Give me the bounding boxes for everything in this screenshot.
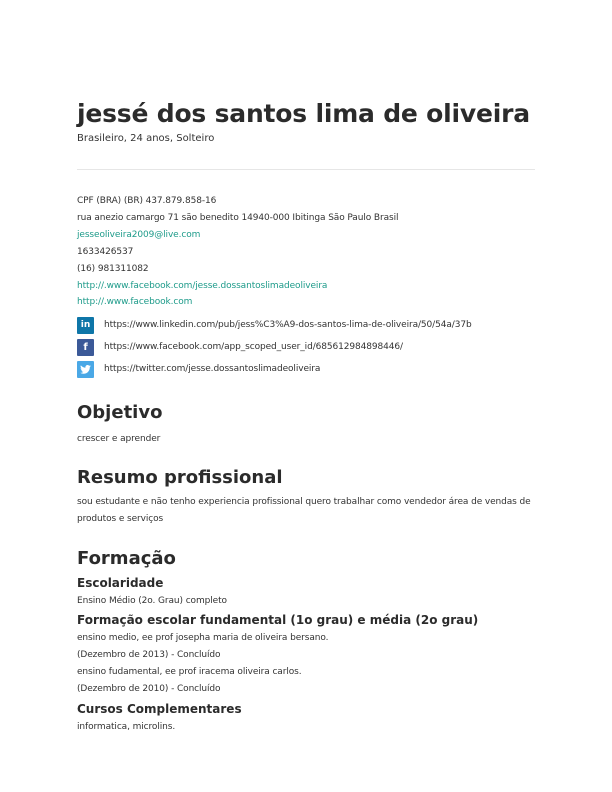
phone-line-2: (16) 981311082	[77, 264, 149, 274]
candidate-name: jessé dos santos lima de oliveira	[77, 99, 530, 128]
formacao-item-1-school: ensino medio, ee prof josepha maria de oliveira bersano.	[77, 633, 329, 643]
address-line: rua anezio camargo 71 são benedito 14940-000 Ibitinga São Paulo Brasil	[77, 213, 399, 223]
escolaridade-text: Ensino Médio (2o. Grau) completo	[77, 596, 227, 606]
facebook-icon: f	[77, 339, 94, 356]
formacao-item-2-date: (Dezembro de 2010) - Concluído	[77, 684, 221, 694]
linkedin-url[interactable]: https://www.linkedin.com/pub/jess%C3%A9-dos-santos-lima-de-oliveira/50/54a/37b	[104, 320, 472, 330]
twitter-url[interactable]: https://twitter.com/jesse.dossantoslimadeoliveira	[104, 364, 321, 374]
twitter-icon	[77, 361, 94, 378]
formacao-item-2-school: ensino fudamental, ee prof iracema oliveira carlos.	[77, 667, 302, 677]
phone-line-1: 1633426537	[77, 247, 134, 257]
section-title-formacao: Formação	[77, 548, 176, 569]
social-linkedin[interactable]	[77, 316, 472, 334]
social-twitter[interactable]	[77, 360, 320, 378]
resumo-text: sou estudante e não tenho experiencia profissional quero trabalhar como vendedor área de vendas de produtos e serviços	[77, 497, 531, 524]
section-title-objetivo: Objetivo	[77, 402, 163, 423]
cursos-text: informatica, microlins.	[77, 722, 176, 732]
cpf-line: CPF (BRA) (BR) 437.879.858-16	[77, 196, 217, 206]
social-facebook[interactable]	[77, 338, 403, 356]
candidate-subtitle: Brasileiro, 24 anos, Solteiro	[77, 133, 215, 144]
formacao-item-1-date: (Dezembro de 2013) - Concluído	[77, 650, 221, 660]
formacao-escolar-title: Formação escolar fundamental (1o grau) e média (2o grau)	[77, 613, 479, 627]
escolaridade-title: Escolaridade	[77, 576, 164, 590]
objetivo-text: crescer e aprender	[77, 434, 161, 444]
section-title-resumo: Resumo profissional	[77, 467, 283, 488]
linkedin-icon: in	[77, 317, 94, 334]
facebook-url[interactable]: https://www.facebook.com/app_scoped_user_id/685612984898446/	[104, 342, 403, 352]
header-divider	[77, 169, 535, 170]
email-link[interactable]: jesseoliveira2009@live.com	[77, 230, 201, 240]
cursos-title: Cursos Complementares	[77, 702, 242, 716]
website-link-2[interactable]: http://.www.facebook.com	[77, 297, 193, 307]
website-link-1[interactable]: http://.www.facebook.com/jesse.dossantoslimadeoliveira	[77, 281, 328, 291]
